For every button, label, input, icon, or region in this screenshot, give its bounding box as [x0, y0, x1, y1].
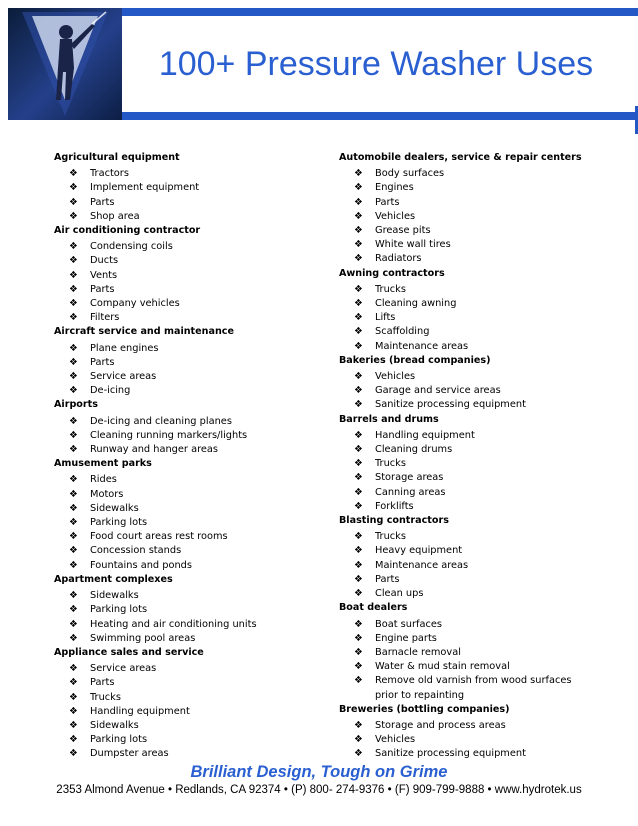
- list-item: [54, 705, 334, 719]
- list-item: [339, 181, 629, 195]
- list-item-text: Remove old varnish from wood surfaces prior to repainting: [375, 675, 572, 701]
- list-item: [54, 240, 334, 254]
- list-item: [339, 297, 629, 311]
- list-item-text: Dumpster areas: [90, 748, 169, 760]
- diamond-bullet-icon: ❖: [69, 531, 78, 543]
- list-item: [54, 530, 334, 544]
- list-item-text: Boat surfaces: [375, 618, 442, 630]
- list-item-text: Parts: [375, 196, 400, 208]
- list-item: [54, 544, 334, 558]
- use-list: [54, 589, 334, 646]
- diamond-bullet-icon: ❖: [354, 385, 363, 397]
- list-item: [54, 167, 334, 181]
- list-item: [54, 196, 334, 210]
- diamond-bullet-icon: ❖: [69, 618, 78, 630]
- list-item-text: Runway and hanger areas: [90, 444, 219, 456]
- list-item: [339, 252, 629, 266]
- list-item-text: Trucks: [375, 283, 406, 295]
- list-item-text: Body surfaces: [375, 168, 445, 180]
- diamond-bullet-icon: ❖: [354, 458, 363, 470]
- list-item: [54, 311, 334, 325]
- list-item-text: Implement equipment: [90, 182, 200, 194]
- list-item: [339, 587, 629, 601]
- diamond-bullet-icon: ❖: [69, 663, 78, 675]
- left-column: [54, 151, 334, 762]
- list-item: [54, 415, 334, 429]
- category-heading: Amusement parks: [54, 458, 152, 470]
- list-item-text: Sidewalks: [90, 719, 139, 731]
- list-item: [339, 238, 629, 252]
- list-item-text: Parking lots: [90, 517, 148, 529]
- diamond-bullet-icon: ❖: [354, 196, 363, 208]
- list-item-text: Clean ups: [375, 588, 424, 600]
- diamond-bullet-icon: ❖: [354, 500, 363, 512]
- list-item: [339, 733, 629, 747]
- list-item-text: Vents: [90, 269, 118, 281]
- diamond-bullet-icon: ❖: [354, 210, 363, 222]
- list-item: [54, 676, 334, 690]
- list-item-text: Heating and air conditioning units: [90, 618, 257, 630]
- diamond-bullet-icon: ❖: [69, 604, 78, 616]
- list-item-text: Handling equipment: [90, 705, 190, 717]
- diamond-bullet-icon: ❖: [354, 618, 363, 630]
- diamond-bullet-icon: ❖: [69, 269, 78, 281]
- list-item: [54, 181, 334, 195]
- category-heading: Automobile dealers, service & repair centers: [339, 152, 582, 163]
- category-heading: Boat dealers: [339, 602, 408, 614]
- list-item: [54, 210, 334, 224]
- page-title: 100+ Pressure Washer Uses: [158, 44, 594, 83]
- diamond-bullet-icon: ❖: [69, 444, 78, 456]
- category-heading: Apartment complexes: [54, 573, 173, 585]
- diamond-bullet-icon: ❖: [354, 719, 363, 731]
- pressure-washer-man-icon: [8, 8, 122, 120]
- list-item-text: Rides: [90, 474, 117, 486]
- list-item: [339, 618, 629, 632]
- category-heading: Air conditioning contractor: [54, 225, 201, 237]
- list-item: [54, 429, 334, 443]
- list-item: [54, 747, 334, 761]
- list-item-text: Plane engines: [90, 342, 159, 354]
- diamond-bullet-icon: ❖: [354, 444, 363, 456]
- category-heading: Blasting contractors: [339, 515, 449, 527]
- diamond-bullet-icon: ❖: [69, 691, 78, 703]
- list-item-text: Storage areas: [375, 472, 444, 484]
- diamond-bullet-icon: ❖: [354, 486, 363, 498]
- list-item: [339, 283, 629, 297]
- list-item-text: Parts: [90, 196, 115, 208]
- list-item: [54, 691, 334, 705]
- list-item: [339, 384, 629, 398]
- list-item-text: Lifts: [375, 312, 396, 324]
- diamond-bullet-icon: ❖: [69, 705, 78, 717]
- logo: [8, 8, 122, 120]
- list-item-text: Sanitize processing equipment: [375, 399, 526, 411]
- list-item: [339, 674, 580, 702]
- category-heading: Awning contractors: [339, 267, 445, 279]
- use-list: [54, 342, 334, 399]
- list-item: [54, 502, 334, 516]
- diamond-bullet-icon: ❖: [69, 385, 78, 397]
- list-item: [54, 662, 334, 676]
- list-item: [339, 500, 629, 514]
- diamond-bullet-icon: ❖: [354, 531, 363, 543]
- list-item-text: Condensing coils: [90, 241, 173, 253]
- diamond-bullet-icon: ❖: [354, 588, 363, 600]
- list-item: [54, 254, 334, 268]
- diamond-bullet-icon: ❖: [69, 312, 78, 324]
- category-heading: Aircraft service and maintenance: [54, 326, 234, 338]
- use-list: [54, 415, 334, 458]
- list-item-text: Fountains and ponds: [90, 559, 192, 571]
- list-item-text: Parts: [90, 677, 115, 689]
- list-item-text: Forklifts: [375, 500, 414, 512]
- list-item-text: Parking lots: [90, 604, 148, 616]
- list-item-text: Vehicles: [375, 734, 416, 746]
- list-item-text: Sidewalks: [90, 502, 139, 514]
- diamond-bullet-icon: ❖: [69, 517, 78, 529]
- list-item: [339, 530, 629, 544]
- diamond-bullet-icon: ❖: [354, 472, 363, 484]
- diamond-bullet-icon: ❖: [354, 253, 363, 265]
- list-item: [54, 342, 334, 356]
- diamond-bullet-icon: ❖: [69, 734, 78, 746]
- list-item: [339, 660, 629, 674]
- list-item-text: De-icing: [90, 385, 131, 397]
- diamond-bullet-icon: ❖: [69, 371, 78, 383]
- list-item-text: Radiators: [375, 253, 422, 265]
- list-item-text: Cleaning awning: [375, 298, 457, 310]
- list-item: [339, 457, 629, 471]
- header-banner: [0, 0, 638, 120]
- category-heading: Agricultural equipment: [54, 152, 180, 163]
- tagline: Brilliant Design, Tough on Grime: [190, 763, 448, 781]
- list-item: [339, 340, 629, 354]
- list-item: [339, 370, 629, 384]
- use-list: [54, 167, 334, 224]
- diamond-bullet-icon: ❖: [354, 429, 363, 441]
- diamond-bullet-icon: ❖: [354, 399, 363, 411]
- list-item: [54, 632, 334, 646]
- diamond-bullet-icon: ❖: [354, 632, 363, 644]
- category-heading: Breweries (bottling companies): [339, 703, 510, 715]
- category-heading: Appliance sales and service: [54, 646, 204, 658]
- use-list: [339, 719, 629, 762]
- list-item-text: Sanitize processing equipment: [375, 748, 526, 760]
- list-item: [339, 325, 629, 339]
- list-item-text: Storage and process areas: [375, 719, 506, 731]
- diamond-bullet-icon: ❖: [69, 415, 78, 427]
- list-item: [339, 196, 629, 210]
- diamond-bullet-icon: ❖: [354, 371, 363, 383]
- diamond-bullet-icon: ❖: [69, 719, 78, 731]
- list-item-text: Garage and service areas: [375, 385, 501, 397]
- diamond-bullet-icon: ❖: [69, 502, 78, 514]
- list-item-text: Parts: [90, 356, 115, 368]
- diamond-bullet-icon: ❖: [69, 677, 78, 689]
- list-item-text: Shop area: [90, 210, 140, 222]
- use-list: [54, 473, 334, 572]
- diamond-bullet-icon: ❖: [354, 545, 363, 557]
- list-item-text: Ducts: [90, 255, 119, 267]
- list-item-text: Scaffolding: [375, 326, 430, 338]
- list-item-text: Parking lots: [90, 734, 148, 746]
- list-item-text: Cleaning drums: [375, 444, 453, 456]
- list-item: [54, 733, 334, 747]
- diamond-bullet-icon: ❖: [354, 748, 363, 760]
- list-item: [339, 167, 629, 181]
- diamond-bullet-icon: ❖: [354, 646, 363, 658]
- diamond-bullet-icon: ❖: [69, 429, 78, 441]
- list-item: [54, 488, 334, 502]
- list-item: [339, 632, 629, 646]
- list-item-text: Trucks: [375, 531, 406, 543]
- list-item-text: Parts: [90, 283, 115, 295]
- diamond-bullet-icon: ❖: [354, 661, 363, 673]
- list-item: [339, 311, 629, 325]
- list-item: [339, 398, 629, 412]
- list-item-text: Concession stands: [90, 545, 182, 557]
- diamond-bullet-icon: ❖: [69, 168, 78, 180]
- list-item-text: Handling equipment: [375, 429, 475, 441]
- list-item: [339, 429, 629, 443]
- list-item: [339, 486, 629, 500]
- diamond-bullet-icon: ❖: [69, 559, 78, 571]
- diamond-bullet-icon: ❖: [69, 283, 78, 295]
- list-item-text: Parts: [375, 573, 400, 585]
- list-item-text: Barnacle removal: [375, 646, 461, 658]
- company-address: 2353 Almond Avenue • Redlands, CA 92374 • (P) 800- 274-9376 • (F) 909-799-9888 • www.hydrotek.us: [56, 784, 582, 796]
- list-item: [339, 646, 629, 660]
- list-item-text: Heavy equipment: [375, 545, 463, 557]
- diamond-bullet-icon: ❖: [354, 182, 363, 194]
- diamond-bullet-icon: ❖: [69, 545, 78, 557]
- list-item: [54, 589, 334, 603]
- list-item: [54, 370, 334, 384]
- use-list: [339, 618, 629, 703]
- list-item: [339, 719, 629, 733]
- list-item-text: Filters: [90, 312, 120, 324]
- list-item-text: Company vehicles: [90, 298, 180, 310]
- list-item: [54, 473, 334, 487]
- diamond-bullet-icon: ❖: [69, 356, 78, 368]
- diamond-bullet-icon: ❖: [69, 241, 78, 253]
- list-item-text: Maintenance areas: [375, 340, 469, 352]
- diamond-bullet-icon: ❖: [69, 632, 78, 644]
- list-item: [54, 443, 334, 457]
- use-list: [339, 283, 629, 354]
- list-item-text: De-icing and cleaning planes: [90, 415, 232, 427]
- list-item: [339, 471, 629, 485]
- use-list: [339, 429, 629, 514]
- list-item: [339, 573, 629, 587]
- list-item: [54, 384, 334, 398]
- list-item: [54, 618, 295, 632]
- diamond-bullet-icon: ❖: [354, 225, 363, 237]
- use-list: [339, 370, 629, 413]
- list-item-text: Engines: [375, 182, 414, 194]
- list-item-text: Maintenance areas: [375, 559, 469, 571]
- diamond-bullet-icon: ❖: [354, 734, 363, 746]
- list-item-text: Service areas: [90, 663, 157, 675]
- use-list: [339, 167, 629, 266]
- category-heading: Barrels and drums: [339, 413, 439, 425]
- diamond-bullet-icon: ❖: [354, 573, 363, 585]
- diamond-bullet-icon: ❖: [69, 342, 78, 354]
- list-item: [339, 224, 629, 238]
- use-list: [54, 240, 334, 325]
- list-item-text: Canning areas: [375, 486, 446, 498]
- list-item: [339, 544, 629, 558]
- diamond-bullet-icon: ❖: [69, 590, 78, 602]
- diamond-bullet-icon: ❖: [354, 675, 363, 687]
- list-item-text: Service areas: [90, 371, 157, 383]
- diamond-bullet-icon: ❖: [69, 196, 78, 208]
- list-item-text: Trucks: [90, 691, 121, 703]
- list-item: [339, 747, 629, 761]
- diamond-bullet-icon: ❖: [354, 326, 363, 338]
- list-item-text: Grease pits: [375, 225, 431, 237]
- diamond-bullet-icon: ❖: [354, 559, 363, 571]
- list-item-text: Motors: [90, 488, 124, 500]
- diamond-bullet-icon: ❖: [69, 474, 78, 486]
- diamond-bullet-icon: ❖: [354, 298, 363, 310]
- list-item-text: Sidewalks: [90, 590, 139, 602]
- use-list: [54, 662, 334, 761]
- use-list: [339, 530, 629, 601]
- diamond-bullet-icon: ❖: [69, 298, 78, 310]
- diamond-bullet-icon: ❖: [69, 255, 78, 267]
- list-item-text: Trucks: [375, 458, 406, 470]
- diamond-bullet-icon: ❖: [354, 239, 363, 251]
- list-item-text: White wall tires: [375, 239, 451, 251]
- list-item: [339, 559, 629, 573]
- diamond-bullet-icon: ❖: [69, 210, 78, 222]
- list-item-text: Water & mud stain removal: [375, 661, 510, 673]
- list-item: [54, 356, 334, 370]
- list-item: [54, 719, 334, 733]
- diamond-bullet-icon: ❖: [354, 283, 363, 295]
- list-item: [54, 297, 334, 311]
- list-item-text: Vehicles: [375, 371, 416, 383]
- diamond-bullet-icon: ❖: [354, 168, 363, 180]
- list-item: [339, 210, 629, 224]
- list-item: [54, 283, 334, 297]
- right-column: [339, 151, 629, 762]
- list-item: [54, 559, 334, 573]
- category-heading: Airports: [54, 399, 98, 411]
- list-item-text: Tractors: [90, 168, 129, 180]
- list-item-text: Vehicles: [375, 210, 416, 222]
- diamond-bullet-icon: ❖: [69, 182, 78, 194]
- list-item-text: Cleaning running markers/lights: [90, 429, 248, 441]
- diamond-bullet-icon: ❖: [69, 748, 78, 760]
- list-item: [54, 603, 334, 617]
- list-item-text: Swimming pool areas: [90, 632, 196, 644]
- list-item: [54, 269, 334, 283]
- list-item-text: Food court areas rest rooms: [90, 531, 228, 543]
- list-item: [54, 516, 334, 530]
- diamond-bullet-icon: ❖: [354, 340, 363, 352]
- category-heading: Bakeries (bread companies): [339, 354, 491, 366]
- diamond-bullet-icon: ❖: [354, 312, 363, 324]
- list-item-text: Engine parts: [375, 632, 437, 644]
- diamond-bullet-icon: ❖: [69, 488, 78, 500]
- list-item: [339, 443, 629, 457]
